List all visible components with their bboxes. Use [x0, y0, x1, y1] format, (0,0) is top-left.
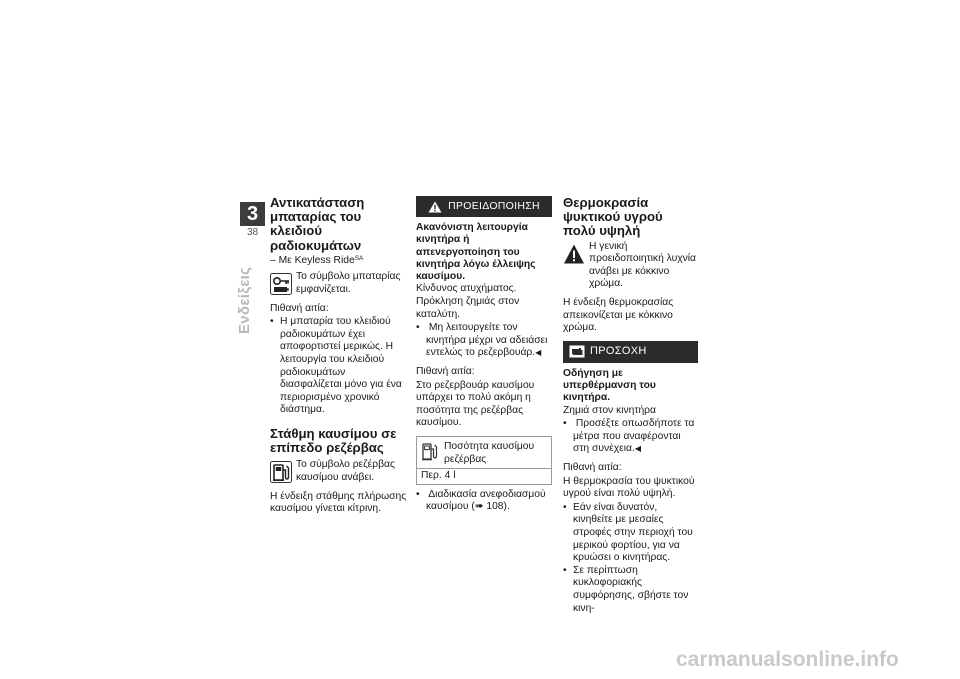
subtitle-keyless-text: – Με Keyless Ride [270, 254, 355, 266]
end-mark: ◀ [634, 444, 641, 454]
caution-text: Ζημιά στον κινητήρα [563, 404, 656, 416]
fuel-reserve-box-value: Περ. 4 l [417, 468, 551, 484]
warning-label: ΠΡΟΕΙΔΟΠΟΙΗΣΗ [448, 200, 540, 213]
temperature-display-text: Η ένδειξη θερμοκρασίας απεικονίζεται με κόκκινο χρώμα. [563, 296, 674, 334]
page-reference[interactable]: 108). [483, 501, 510, 513]
remedy-bullet-2: • Σε περίπτωση κυκλοφοριακής συμφόρησης, σβήστε τον κινη- [563, 565, 698, 615]
warning-heading: Ακανόνιστη λειτουργία κινητήρα ή απενεργοποίηση του κινητήρα λόγω έλλειψης καυσίμου. [416, 222, 536, 283]
section-side-label: Ενδείξεις [236, 266, 253, 334]
general-warning-row [563, 241, 698, 291]
engine-caution-icon [569, 345, 585, 358]
warning-bullet [416, 322, 552, 360]
caution-bullet [563, 418, 698, 456]
warning-bullet-text: Μη λειτουργείτε τον κινητήρα μέχρι να αδειάσει εντελώς το ρεζερβουάρ. [426, 322, 548, 359]
cause-text: Στο ρεζερβουάρ καυσίμου υπάρχει το πολύ ακόμη η ποσότητα της ρεζέρβας καυσίμου. [416, 379, 535, 429]
refuel-bullet-text: Διαδικασία ανεφοδιασμού καυσίμου ( [426, 488, 546, 513]
key-battery-icon [270, 273, 292, 295]
general-warning-icon [563, 243, 585, 265]
general-warning-text: Η γενική προειδοποιητική λυχνία ανάβει με κόκκινο χρώμα. [589, 240, 696, 290]
page-number: 38 [246, 227, 259, 238]
fuel-reserve-box-label: Ποσότητα καυσίμου ρεζέρβας [444, 441, 535, 465]
fuel-level-text: Η ένδειξη στάθμης πλήρωσης καυσίμου γίνεται κίτρινη. [270, 490, 407, 515]
watermark: carmanualsonline.info [676, 648, 899, 671]
heading-battery-replacement: Αντικατάσταση μπαταρίας του κλειδιού ραδιοκυμάτων [270, 195, 365, 253]
cause-bullet: • Η μπαταρία του κλειδιού ραδιοκυμάτων έχει αποφορτιστεί μερικώς. Η λειτουργία του κλειδιού ραδιοκυμάτων διασφαλίζεται μόνο για ένα περιορισμένο χρονικό διάστημα. [270, 316, 407, 417]
warning-banner [416, 196, 552, 217]
heading-fuel-reserve: Στάθμη καυσίμου σε επίπεδο ρεζέρβας [270, 425, 397, 456]
page-reference-arrow-icon: ➠ [474, 501, 484, 513]
cause-label: Πιθανή αιτία: [270, 302, 329, 314]
battery-icon-text: Το σύμβολο μπαταρίας εμφανίζεται. [296, 271, 401, 295]
fuel-icon-text: Το σύμβολο ρεζέρβας καυσίμου ανάβει. [296, 459, 395, 483]
warning-text: Κίνδυνος ατυχήματος. Πρόκληση ζημιάς στον καταλύτη. [416, 283, 520, 320]
subtitle-keyless-sup: SA [354, 254, 364, 262]
caution-heading: Οδήγηση με υπερθέρμανση του κινητήρα. [563, 367, 656, 404]
cause-text: Η θερμοκρασία του ψυκτικού υγρού είναι πολύ υψηλή. [563, 475, 695, 500]
caution-label: ΠΡΟΣΟΧΗ [590, 345, 647, 358]
remedy-bullet-1: • Εάν είναι δυνατόν, κινηθείτε με μεσαίες στροφές στην περιοχή του μερικού φορτίου, για να κρυώσει ο κινητήρας. [563, 502, 698, 565]
chapter-number: 3 [240, 202, 265, 226]
fuel-pump-small-icon [421, 441, 439, 463]
end-mark: ◀ [535, 348, 542, 358]
caution-bullet-text: Προσέξτε οπωσδήποτε τα μέτρα που αναφέρονται στη συνέχεια. [573, 418, 695, 455]
battery-icon-row [270, 271, 407, 296]
caution-banner [563, 341, 698, 363]
fuel-reserve-box [416, 436, 552, 485]
fuel-pump-icon [270, 461, 292, 483]
fuel-icon-row [270, 459, 407, 484]
cause-label: Πιθανή αιτία: [563, 462, 622, 474]
column-3 [563, 196, 698, 615]
column-1 [270, 196, 407, 522]
refuel-bullet [416, 489, 552, 514]
cause-label: Πιθανή αιτία: [416, 366, 475, 378]
warning-triangle-icon [428, 201, 442, 213]
heading-coolant-temperature: Θερμοκρασία ψυκτικού υγρού πολύ υψηλή [563, 195, 663, 239]
column-2 [416, 196, 552, 514]
subtitle-keyless [270, 255, 407, 268]
